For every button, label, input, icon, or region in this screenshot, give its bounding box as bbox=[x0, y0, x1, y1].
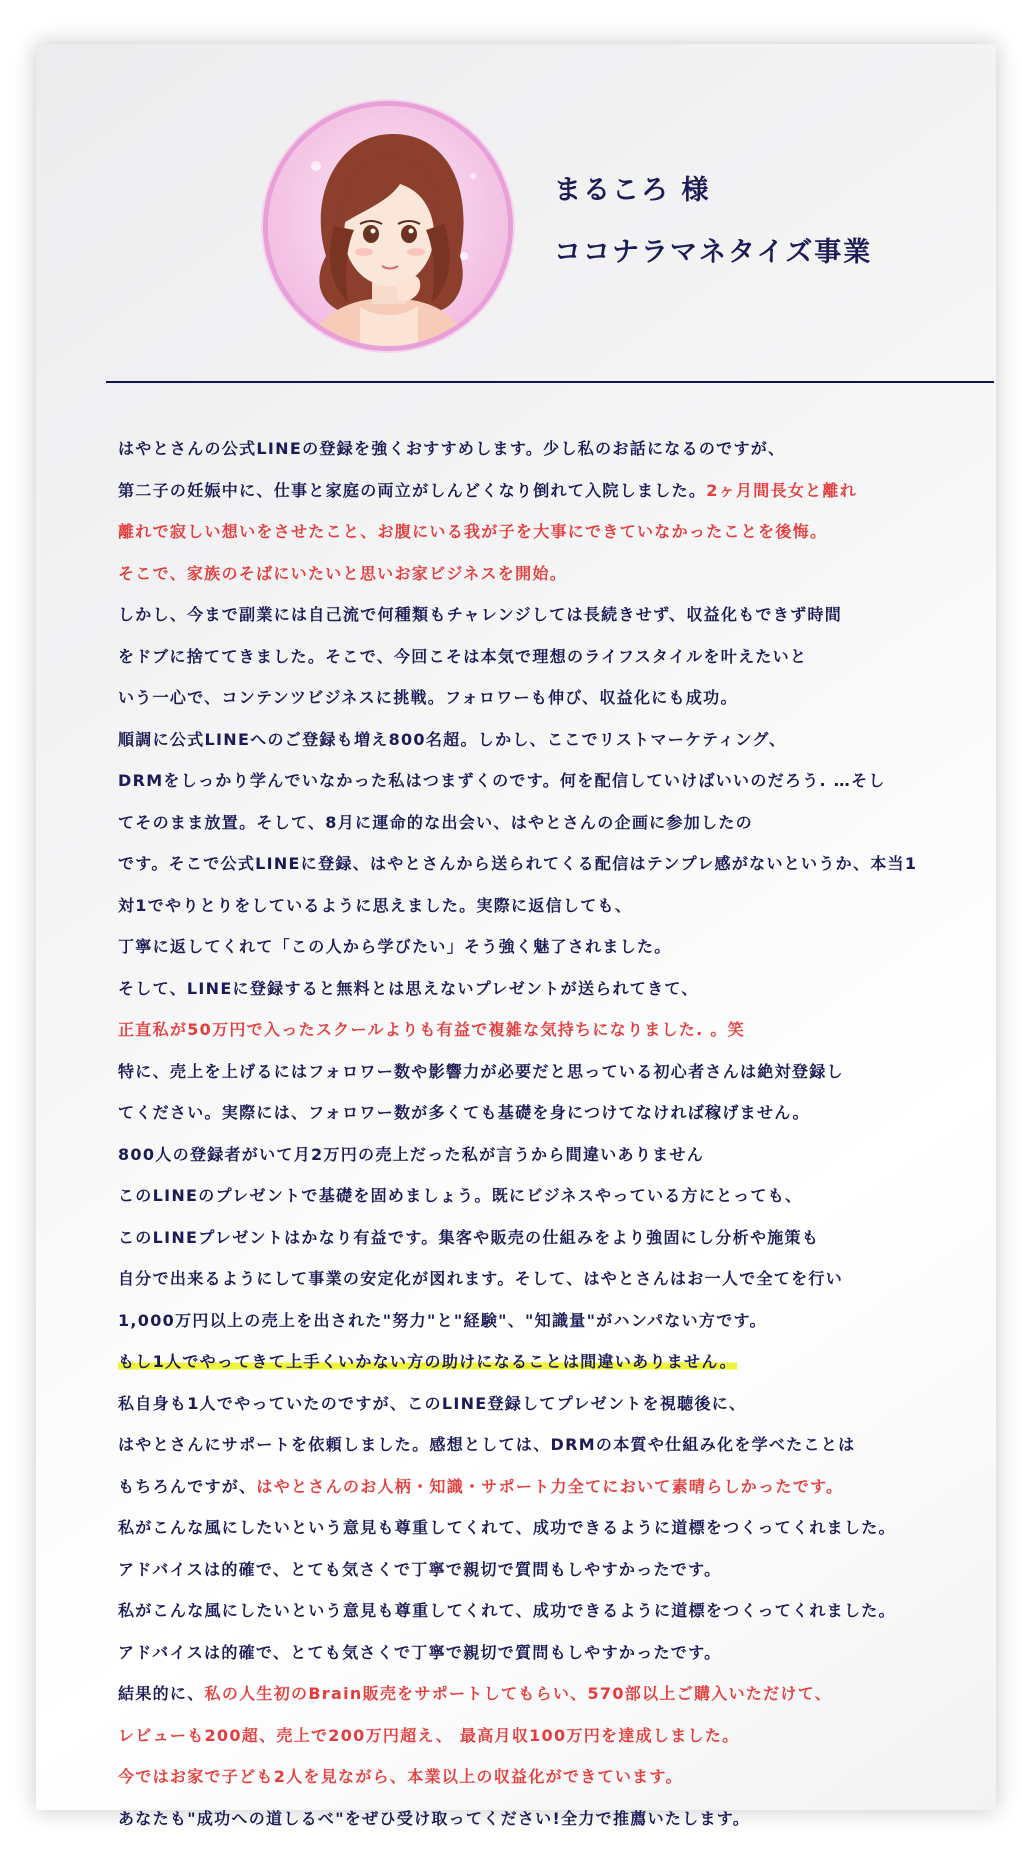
profile-name: まるころ 様 bbox=[554, 175, 711, 206]
text-line bbox=[118, 1009, 1018, 1051]
line-text: DRMをしっかり学んでいなかった私はつまずくのです。何を配信していけばいいのだろう. …そし bbox=[118, 771, 886, 790]
line-text: あなたも"成功への道しるべ"をぜひ受け取ってください!全力で推薦いたします。 bbox=[118, 1808, 751, 1828]
line-text: 自分で出来るようにして事業の安定化が図れます。そして、はやとさんはお一人で全てを行い bbox=[118, 1269, 844, 1288]
emphasis-text: 2ヶ月間長女と離れ bbox=[706, 480, 858, 500]
text-line bbox=[118, 1300, 1018, 1342]
line-text: 対1でやりとりをしているように思えました。実際に返信しても、 bbox=[118, 895, 633, 915]
text-line bbox=[118, 1341, 1018, 1383]
text-line bbox=[118, 511, 1018, 553]
text-line bbox=[118, 677, 1018, 719]
line-text: 800人の登録者がいて月2万円の売上だった私が言うから間違いありません bbox=[118, 1144, 705, 1164]
highlighted-text: もし1人でやってきて上手くいかない方の助けになることは間違いありません。 bbox=[118, 1352, 737, 1371]
line-text: 順調に公式LINEへのご登録も増え800名超。しかし、ここでリストマーケティング、 bbox=[118, 729, 787, 749]
line-text: はやとさんにサポートを依頼しました。感想としては、DRMの本質や仕組み化を学べたことは bbox=[118, 1435, 856, 1454]
line-text: はやとさんの公式LINEの登録を強くおすすめします。少し私のお話になるのですが、 bbox=[118, 439, 786, 458]
testimonial-card bbox=[36, 44, 996, 1828]
text-line bbox=[118, 1466, 1018, 1508]
text-line bbox=[118, 1507, 1018, 1549]
testimonial-body bbox=[118, 428, 1018, 1839]
emphasis-text: 離れで寂しい想いをさせたこと、お腹にいる我が子を大事にできていなかったことを後悔。 bbox=[118, 522, 828, 541]
text-line bbox=[118, 1632, 1018, 1674]
text-line bbox=[118, 1424, 1018, 1466]
emphasis-text: 私の人生初のBrain販売をサポートしてもらい、570部以上ご購入いただけて、 bbox=[204, 1684, 833, 1703]
text-line bbox=[118, 428, 1018, 470]
emphasis-text: 正直私が50万円で入ったスクールよりも有益で複雑な気持ちになりました. 。笑 bbox=[118, 1020, 745, 1039]
text-line bbox=[118, 470, 1018, 512]
text-line bbox=[118, 1383, 1018, 1425]
line-text: アドバイスは的確で、とても気さくで丁寧で親切で質問もしやすかったです。 bbox=[118, 1642, 722, 1662]
text-line bbox=[118, 1590, 1018, 1632]
woman-portrait-illustration bbox=[268, 106, 508, 346]
text-line bbox=[118, 760, 1018, 802]
divider bbox=[106, 381, 994, 383]
text-line bbox=[118, 802, 1018, 844]
line-text: 私自身も1人でやっていたのですが、このLINE登録してプレゼントを視聴後に、 bbox=[118, 1393, 747, 1413]
emphasis-text: 今ではお家で子ども2人を見ながら、本業以上の収益化ができています。 bbox=[118, 1767, 683, 1786]
line-text: 結果的に、 bbox=[118, 1684, 205, 1703]
text-line bbox=[118, 1549, 1018, 1591]
text-line bbox=[118, 553, 1018, 595]
profile-business: ココナラマネタイズ事業 bbox=[554, 237, 873, 268]
line-text: もちろんですが、 bbox=[118, 1476, 257, 1496]
line-text: 特に、売上を上げるにはフォロワー数や影響力が必要だと思っている初心者さんは絶対登録し bbox=[118, 1061, 844, 1081]
text-line bbox=[118, 1175, 1018, 1217]
emphasis-text: はやとさんのお人柄・知識・サポート力全てにおいて素晴らしかったです。 bbox=[256, 1476, 844, 1496]
avatar bbox=[268, 106, 508, 346]
text-line bbox=[118, 719, 1018, 761]
emphasis-text: レビューも200超、売上で200万円超え、 最高月収100万円を達成しました。 bbox=[118, 1725, 740, 1745]
text-line bbox=[118, 1798, 1018, 1840]
text-line bbox=[118, 1134, 1018, 1176]
line-text: 私がこんな風にしたいという意見も尊重してくれて、成功できるように道標をつくってくれました。 bbox=[118, 1601, 896, 1620]
text-line bbox=[118, 968, 1018, 1010]
text-line bbox=[118, 1715, 1018, 1757]
line-text: をドブに捨ててきました。そこで、今回こそは本気で理想のライフスタイルを叶えたいと bbox=[118, 646, 808, 666]
line-text: 私がこんな風にしたいという意見も尊重してくれて、成功できるように道標をつくってくれました。 bbox=[118, 1518, 896, 1537]
line-text: 1,000万円以上の売上を出された"努力"と"経験"、"知識量"がハンパない方です。 bbox=[118, 1310, 767, 1330]
line-text: てください。実際には、フォロワー数が多くても基礎を身につけてなければ稼げません。 bbox=[118, 1103, 810, 1122]
line-text: このLINEのプレゼントで基礎を固めましょう。既にビジネスやっている方にとっても、 bbox=[118, 1186, 803, 1205]
text-line bbox=[118, 1756, 1018, 1798]
line-text: いう一心で、コンテンツビジネスに挑戦。フォロワーも伸び、収益化にも成功。 bbox=[118, 688, 738, 707]
text-line bbox=[118, 1217, 1018, 1259]
text-line bbox=[118, 636, 1018, 678]
text-line bbox=[118, 1673, 1018, 1715]
line-text: 丁寧に返してくれて「この人から学びたい」そう強く魅了されました。 bbox=[118, 937, 672, 956]
text-line bbox=[118, 1258, 1018, 1300]
profile-heading bbox=[554, 174, 872, 298]
text-line bbox=[118, 1051, 1018, 1093]
text-line bbox=[118, 843, 1018, 885]
line-text: てそのまま放置。そして、8月に運命的な出会い、はやとさんの企画に参加したの bbox=[118, 812, 753, 832]
line-text: アドバイスは的確で、とても気さくで丁寧で親切で質問もしやすかったです。 bbox=[118, 1559, 722, 1579]
line-text: このLINEプレゼントはかなり有益です。集客や販売の仕組みをより強固にし分析や施策も bbox=[118, 1227, 820, 1247]
emphasis-text: そこで、家族のそばにいたいと思いお家ビジネスを開始。 bbox=[118, 563, 568, 583]
line-text: しかし、今まで副業には自己流で何種類もチャレンジしては長続きせず、収益化もできず時間 bbox=[118, 605, 843, 624]
line-text: そして、LINEに登録すると無料とは思えないプレゼントが送られてきて、 bbox=[118, 978, 699, 998]
line-text: です。そこで公式LINEに登録、はやとさんから送られてくる配信はテンプレ感がないというか、本当1 bbox=[118, 854, 918, 873]
line-text: 第二子の妊娠中に、仕事と家庭の両立がしんどくなり倒れて入院しました。 bbox=[118, 480, 707, 500]
text-line bbox=[118, 926, 1018, 968]
text-line bbox=[118, 885, 1018, 927]
text-line bbox=[118, 1092, 1018, 1134]
text-line bbox=[118, 594, 1018, 636]
